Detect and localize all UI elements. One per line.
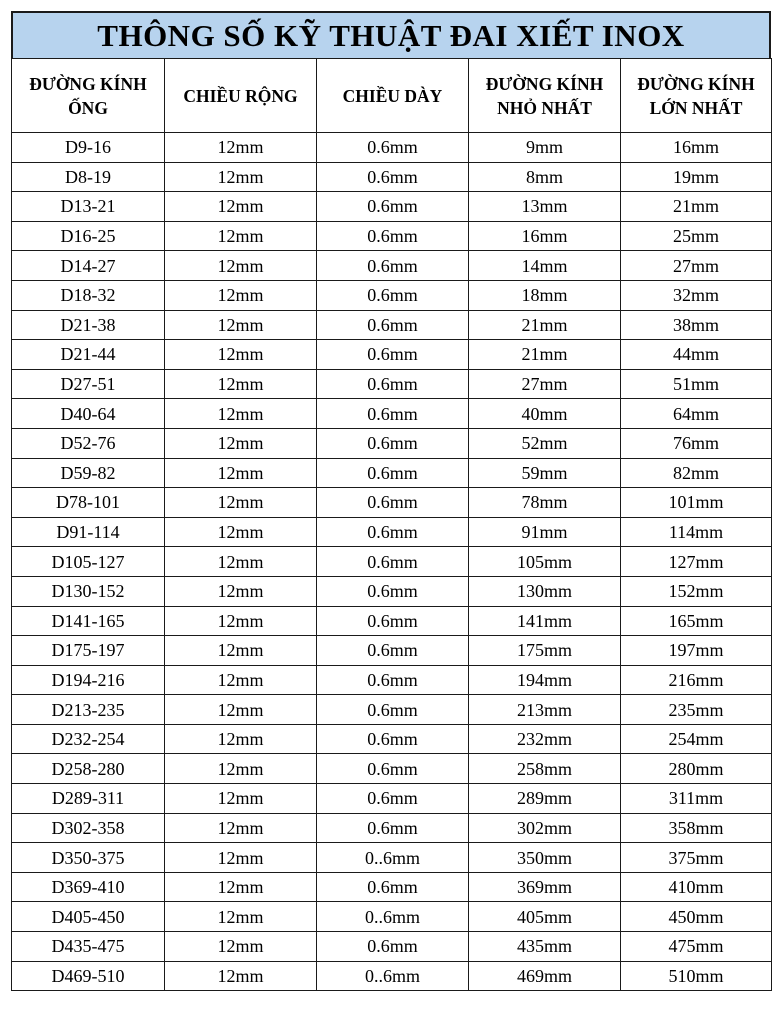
cell-pipe-diameter: D105-127 xyxy=(12,547,165,577)
cell-max-diameter: 82mm xyxy=(621,458,772,488)
cell-thickness: 0.6mm xyxy=(317,399,469,429)
cell-thickness: 0.6mm xyxy=(317,221,469,251)
cell-pipe-diameter: D59-82 xyxy=(12,458,165,488)
cell-width: 12mm xyxy=(165,221,317,251)
cell-width: 12mm xyxy=(165,428,317,458)
cell-min-diameter: 91mm xyxy=(469,517,621,547)
cell-pipe-diameter: D130-152 xyxy=(12,576,165,606)
cell-min-diameter: 350mm xyxy=(469,843,621,873)
cell-thickness: 0.6mm xyxy=(317,636,469,666)
cell-max-diameter: 358mm xyxy=(621,813,772,843)
cell-thickness: 0.6mm xyxy=(317,695,469,725)
table-row xyxy=(12,961,772,991)
cell-pipe-diameter: D91-114 xyxy=(12,517,165,547)
cell-max-diameter: 27mm xyxy=(621,251,772,281)
cell-width: 12mm xyxy=(165,754,317,784)
cell-thickness: 0.6mm xyxy=(317,251,469,281)
cell-max-diameter: 410mm xyxy=(621,872,772,902)
cell-min-diameter: 469mm xyxy=(469,961,621,991)
cell-min-diameter: 52mm xyxy=(469,428,621,458)
cell-max-diameter: 280mm xyxy=(621,754,772,784)
header-width xyxy=(165,59,317,133)
cell-thickness: 0.6mm xyxy=(317,872,469,902)
cell-max-diameter: 311mm xyxy=(621,784,772,814)
cell-min-diameter: 14mm xyxy=(469,251,621,281)
cell-pipe-diameter: D8-19 xyxy=(12,162,165,192)
cell-width: 12mm xyxy=(165,488,317,518)
cell-pipe-diameter: D175-197 xyxy=(12,636,165,666)
cell-pipe-diameter: D405-450 xyxy=(12,902,165,932)
cell-max-diameter: 51mm xyxy=(621,369,772,399)
cell-max-diameter: 510mm xyxy=(621,961,772,991)
table-row xyxy=(12,606,772,636)
table-row xyxy=(12,428,772,458)
cell-thickness: 0.6mm xyxy=(317,280,469,310)
table-header xyxy=(12,59,772,133)
table-row xyxy=(12,872,772,902)
cell-width: 12mm xyxy=(165,280,317,310)
cell-max-diameter: 197mm xyxy=(621,636,772,666)
cell-max-diameter: 21mm xyxy=(621,192,772,222)
cell-thickness: 0..6mm xyxy=(317,961,469,991)
table-row xyxy=(12,133,772,163)
cell-width: 12mm xyxy=(165,813,317,843)
header-line: CHIỀU DÀY xyxy=(342,85,443,106)
cell-thickness: 0.6mm xyxy=(317,724,469,754)
cell-max-diameter: 25mm xyxy=(621,221,772,251)
table-row xyxy=(12,932,772,962)
cell-thickness: 0.6mm xyxy=(317,340,469,370)
table-row xyxy=(12,665,772,695)
cell-width: 12mm xyxy=(165,636,317,666)
cell-width: 12mm xyxy=(165,547,317,577)
cell-max-diameter: 101mm xyxy=(621,488,772,518)
cell-width: 12mm xyxy=(165,162,317,192)
header-min-diameter xyxy=(469,59,621,133)
cell-pipe-diameter: D27-51 xyxy=(12,369,165,399)
cell-width: 12mm xyxy=(165,458,317,488)
cell-min-diameter: 13mm xyxy=(469,192,621,222)
cell-pipe-diameter: D9-16 xyxy=(12,133,165,163)
cell-pipe-diameter: D14-27 xyxy=(12,251,165,281)
table-row xyxy=(12,162,772,192)
cell-width: 12mm xyxy=(165,517,317,547)
cell-thickness: 0.6mm xyxy=(317,606,469,636)
cell-width: 12mm xyxy=(165,695,317,725)
table-row xyxy=(12,221,772,251)
cell-width: 12mm xyxy=(165,902,317,932)
cell-min-diameter: 105mm xyxy=(469,547,621,577)
cell-min-diameter: 405mm xyxy=(469,902,621,932)
cell-pipe-diameter: D435-475 xyxy=(12,932,165,962)
cell-min-diameter: 194mm xyxy=(469,665,621,695)
header-max-diameter xyxy=(621,59,772,133)
cell-min-diameter: 289mm xyxy=(469,784,621,814)
cell-min-diameter: 21mm xyxy=(469,340,621,370)
table-row xyxy=(12,251,772,281)
cell-width: 12mm xyxy=(165,251,317,281)
cell-width: 12mm xyxy=(165,369,317,399)
table-row xyxy=(12,576,772,606)
cell-width: 12mm xyxy=(165,665,317,695)
cell-pipe-diameter: D213-235 xyxy=(12,695,165,725)
cell-max-diameter: 64mm xyxy=(621,399,772,429)
cell-min-diameter: 9mm xyxy=(469,133,621,163)
cell-width: 12mm xyxy=(165,133,317,163)
table-row xyxy=(12,369,772,399)
cell-width: 12mm xyxy=(165,961,317,991)
table-row xyxy=(12,547,772,577)
table-row xyxy=(12,517,772,547)
cell-pipe-diameter: D232-254 xyxy=(12,724,165,754)
cell-min-diameter: 258mm xyxy=(469,754,621,784)
cell-min-diameter: 141mm xyxy=(469,606,621,636)
cell-thickness: 0.6mm xyxy=(317,369,469,399)
spec-table xyxy=(11,58,772,991)
cell-min-diameter: 130mm xyxy=(469,576,621,606)
cell-min-diameter: 302mm xyxy=(469,813,621,843)
cell-max-diameter: 216mm xyxy=(621,665,772,695)
cell-pipe-diameter: D469-510 xyxy=(12,961,165,991)
cell-max-diameter: 16mm xyxy=(621,133,772,163)
table-row xyxy=(12,813,772,843)
cell-width: 12mm xyxy=(165,872,317,902)
cell-pipe-diameter: D350-375 xyxy=(12,843,165,873)
cell-pipe-diameter: D302-358 xyxy=(12,813,165,843)
cell-thickness: 0.6mm xyxy=(317,784,469,814)
cell-min-diameter: 78mm xyxy=(469,488,621,518)
cell-max-diameter: 235mm xyxy=(621,695,772,725)
cell-min-diameter: 213mm xyxy=(469,695,621,725)
table-row xyxy=(12,399,772,429)
header-line: ĐƯỜNG KÍNH xyxy=(485,73,604,94)
cell-pipe-diameter: D194-216 xyxy=(12,665,165,695)
cell-min-diameter: 16mm xyxy=(469,221,621,251)
header-line: ĐƯỜNG KÍNH xyxy=(29,73,147,94)
cell-thickness: 0.6mm xyxy=(317,488,469,518)
spec-sheet xyxy=(11,11,771,1013)
header-line: NHỎ NHẤT xyxy=(497,97,592,118)
header-row xyxy=(12,59,772,133)
cell-width: 12mm xyxy=(165,724,317,754)
cell-max-diameter: 19mm xyxy=(621,162,772,192)
cell-thickness: 0.6mm xyxy=(317,932,469,962)
header-thickness xyxy=(317,59,469,133)
table-row xyxy=(12,192,772,222)
cell-min-diameter: 175mm xyxy=(469,636,621,666)
table-row xyxy=(12,488,772,518)
cell-width: 12mm xyxy=(165,843,317,873)
table-row xyxy=(12,724,772,754)
cell-pipe-diameter: D40-64 xyxy=(12,399,165,429)
cell-pipe-diameter: D16-25 xyxy=(12,221,165,251)
cell-width: 12mm xyxy=(165,399,317,429)
table-row xyxy=(12,843,772,873)
table-title: THÔNG SỐ KỸ THUẬT ĐAI XIẾT INOX xyxy=(11,11,771,58)
cell-thickness: 0.6mm xyxy=(317,310,469,340)
table-row xyxy=(12,340,772,370)
cell-thickness: 0..6mm xyxy=(317,902,469,932)
cell-width: 12mm xyxy=(165,576,317,606)
header-line: ỐNG xyxy=(68,97,108,118)
cell-thickness: 0.6mm xyxy=(317,428,469,458)
cell-thickness: 0.6mm xyxy=(317,754,469,784)
table-row xyxy=(12,280,772,310)
cell-min-diameter: 435mm xyxy=(469,932,621,962)
cell-max-diameter: 38mm xyxy=(621,310,772,340)
header-line: ĐƯỜNG KÍNH xyxy=(637,73,755,94)
cell-thickness: 0.6mm xyxy=(317,133,469,163)
table-row xyxy=(12,636,772,666)
cell-width: 12mm xyxy=(165,192,317,222)
table-body xyxy=(12,133,772,991)
cell-max-diameter: 450mm xyxy=(621,902,772,932)
cell-max-diameter: 254mm xyxy=(621,724,772,754)
cell-pipe-diameter: D78-101 xyxy=(12,488,165,518)
cell-thickness: 0.6mm xyxy=(317,517,469,547)
cell-min-diameter: 8mm xyxy=(469,162,621,192)
cell-min-diameter: 40mm xyxy=(469,399,621,429)
cell-pipe-diameter: D289-311 xyxy=(12,784,165,814)
cell-max-diameter: 76mm xyxy=(621,428,772,458)
cell-width: 12mm xyxy=(165,932,317,962)
cell-max-diameter: 152mm xyxy=(621,576,772,606)
cell-thickness: 0.6mm xyxy=(317,192,469,222)
cell-thickness: 0..6mm xyxy=(317,843,469,873)
cell-width: 12mm xyxy=(165,784,317,814)
cell-width: 12mm xyxy=(165,606,317,636)
cell-min-diameter: 18mm xyxy=(469,280,621,310)
cell-min-diameter: 232mm xyxy=(469,724,621,754)
cell-pipe-diameter: D21-44 xyxy=(12,340,165,370)
table-row xyxy=(12,310,772,340)
cell-max-diameter: 114mm xyxy=(621,517,772,547)
cell-pipe-diameter: D141-165 xyxy=(12,606,165,636)
cell-max-diameter: 32mm xyxy=(621,280,772,310)
cell-pipe-diameter: D258-280 xyxy=(12,754,165,784)
cell-thickness: 0.6mm xyxy=(317,547,469,577)
cell-thickness: 0.6mm xyxy=(317,576,469,606)
cell-pipe-diameter: D13-21 xyxy=(12,192,165,222)
table-row xyxy=(12,902,772,932)
cell-max-diameter: 127mm xyxy=(621,547,772,577)
table-row xyxy=(12,458,772,488)
cell-max-diameter: 475mm xyxy=(621,932,772,962)
cell-thickness: 0.6mm xyxy=(317,813,469,843)
cell-thickness: 0.6mm xyxy=(317,162,469,192)
cell-min-diameter: 59mm xyxy=(469,458,621,488)
cell-width: 12mm xyxy=(165,340,317,370)
cell-pipe-diameter: D21-38 xyxy=(12,310,165,340)
cell-min-diameter: 27mm xyxy=(469,369,621,399)
cell-max-diameter: 165mm xyxy=(621,606,772,636)
table-row xyxy=(12,784,772,814)
header-line: LỚN NHẤT xyxy=(649,97,743,118)
cell-min-diameter: 369mm xyxy=(469,872,621,902)
cell-thickness: 0.6mm xyxy=(317,458,469,488)
cell-pipe-diameter: D52-76 xyxy=(12,428,165,458)
cell-min-diameter: 21mm xyxy=(469,310,621,340)
cell-pipe-diameter: D369-410 xyxy=(12,872,165,902)
cell-max-diameter: 44mm xyxy=(621,340,772,370)
header-line: CHIỀU RỘNG xyxy=(183,85,298,106)
cell-pipe-diameter: D18-32 xyxy=(12,280,165,310)
header-pipe-diameter xyxy=(12,59,165,133)
table-row xyxy=(12,695,772,725)
table-row xyxy=(12,754,772,784)
cell-width: 12mm xyxy=(165,310,317,340)
cell-thickness: 0.6mm xyxy=(317,665,469,695)
cell-max-diameter: 375mm xyxy=(621,843,772,873)
